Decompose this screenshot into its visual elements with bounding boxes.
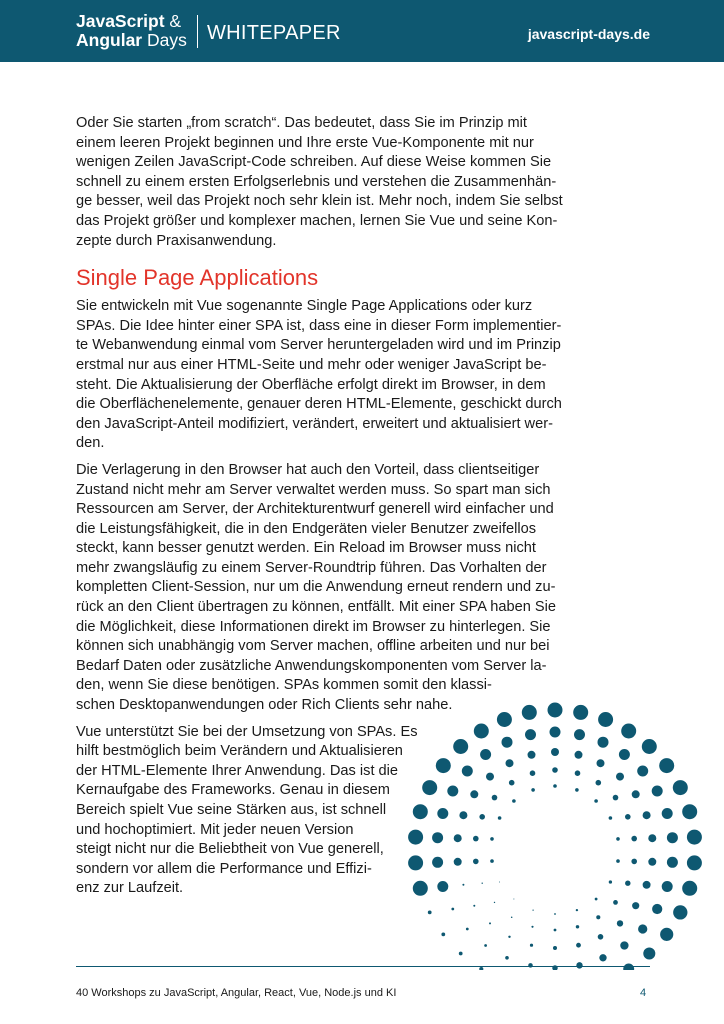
dot bbox=[643, 811, 651, 819]
dot bbox=[673, 905, 687, 919]
dot bbox=[613, 900, 618, 905]
text-line: ge besser, weil das Projekt noch sehr klein ist. Mehr noch, indem Sie selbst bbox=[76, 193, 563, 210]
dot bbox=[531, 926, 533, 928]
dot bbox=[492, 795, 498, 801]
dot bbox=[652, 904, 662, 914]
dot bbox=[506, 759, 514, 767]
text-line: te Webanwendung einmal vom Server heruntergeladen wird und im Prinzip bbox=[76, 337, 561, 354]
dot bbox=[462, 766, 473, 777]
dot bbox=[441, 933, 445, 937]
dot bbox=[575, 770, 581, 776]
dot bbox=[479, 967, 483, 970]
dot bbox=[447, 786, 458, 797]
dot bbox=[490, 859, 494, 863]
dot bbox=[643, 881, 651, 889]
dot bbox=[486, 773, 494, 781]
dot bbox=[408, 830, 423, 845]
dot bbox=[480, 749, 491, 760]
text-line: steckt, kann besser genutzt werden. Ein Reload im Browser muss nicht bbox=[76, 540, 536, 557]
dot bbox=[453, 739, 468, 754]
dot bbox=[466, 928, 469, 931]
spa-paragraph-2 bbox=[76, 461, 556, 716]
text-line: Oder Sie starten „from scratch“. Das bedeutet, dass Sie im Prinzip mit bbox=[76, 115, 527, 131]
dot bbox=[617, 920, 623, 926]
dot bbox=[598, 934, 604, 940]
dot bbox=[532, 909, 533, 910]
dot bbox=[575, 788, 579, 792]
dot bbox=[479, 814, 485, 820]
page-header bbox=[0, 0, 724, 62]
dot bbox=[613, 795, 619, 801]
text-line: die Oberflächenelemente, genauer deren HTML-Elemente, geschickt durch bbox=[76, 396, 562, 413]
text-line: einem leeren Projekt beginnen und Ihre erste Vue-Komponente mit nur bbox=[76, 134, 534, 151]
dot bbox=[451, 908, 454, 911]
dot bbox=[598, 737, 609, 748]
dot bbox=[530, 770, 536, 776]
dot bbox=[489, 922, 491, 924]
dotted-circle-icon bbox=[385, 700, 724, 970]
section-label: WHITEPAPER bbox=[207, 22, 341, 44]
dot bbox=[553, 784, 557, 788]
text-line: den. bbox=[76, 435, 105, 452]
logo-angular: Angular bbox=[76, 30, 143, 50]
dot bbox=[554, 913, 556, 915]
dot bbox=[553, 946, 557, 950]
dot bbox=[638, 924, 647, 933]
text-line: kompletten Client-Session, nur um die Anwendung erneut rendern und zu- bbox=[76, 579, 556, 596]
dot bbox=[473, 859, 479, 865]
dot bbox=[473, 905, 475, 907]
dot bbox=[682, 804, 697, 819]
dot bbox=[530, 944, 533, 947]
dot bbox=[511, 917, 513, 919]
dot bbox=[632, 790, 640, 798]
dot bbox=[673, 780, 688, 795]
text-line: den, wenn Sie diese benötigen. SPAs kommen somit den klassi- bbox=[76, 677, 492, 694]
dot bbox=[576, 943, 581, 948]
text-line: erstmal nur aus einer HTML-Seite und mehr oder weniger JavaScript be- bbox=[76, 356, 547, 373]
text-line: können sich unabhängig vom Server machen, offline arbeiten und nur bei bbox=[76, 638, 550, 655]
text-line: Bedarf Daten oder zusätzliche Anwendungskomponenten vom Server la- bbox=[76, 657, 547, 674]
text-line: steht. Die Aktualisierung der Oberfläche erfolgt direkt im Browser, in dem bbox=[76, 376, 546, 393]
text-line: zepte durch Praxisanwendung. bbox=[76, 232, 277, 249]
dot bbox=[413, 881, 428, 896]
text-line: und hochoptimiert. Mit jeder neuen Version bbox=[76, 821, 354, 838]
dot bbox=[662, 808, 673, 819]
dot bbox=[531, 788, 535, 792]
text-line: Ressourcen am Server, der Architekturentwurf generell wird einfacher und bbox=[76, 501, 554, 518]
dot bbox=[595, 898, 598, 901]
dot bbox=[575, 751, 583, 759]
dot bbox=[667, 832, 678, 843]
dot bbox=[687, 830, 702, 845]
dot bbox=[599, 954, 606, 961]
text-line: den JavaScript-Anteil modifiziert, verändert, erweitert und aktualisiert wer- bbox=[76, 415, 553, 432]
dot bbox=[497, 712, 512, 727]
text-line: enz zur Laufzeit. bbox=[76, 880, 184, 897]
dot bbox=[576, 925, 579, 928]
text-line: Bereich spielt Vue seine Stärken aus, ist schnell bbox=[76, 802, 387, 818]
section-heading: Single Page Applications bbox=[76, 265, 319, 291]
text-line: Kernaufgabe des Frameworks. Genau in diesem bbox=[76, 782, 390, 799]
dot bbox=[625, 814, 631, 820]
footer-divider bbox=[76, 966, 650, 967]
dot bbox=[432, 832, 443, 843]
dot bbox=[470, 790, 478, 798]
dot bbox=[550, 727, 561, 738]
dot bbox=[499, 882, 500, 883]
dot bbox=[642, 739, 657, 754]
dot bbox=[687, 855, 702, 870]
dot bbox=[490, 837, 494, 841]
dot bbox=[609, 880, 612, 883]
dot bbox=[413, 804, 428, 819]
text-line: die Leistungsfähigkeit, die in den Endgeräten vieler Benutzer zweifellos bbox=[76, 520, 536, 537]
dot bbox=[632, 902, 639, 909]
dot bbox=[454, 834, 462, 842]
dot bbox=[609, 816, 613, 820]
page-number: 4 bbox=[640, 987, 647, 999]
dot bbox=[473, 836, 479, 842]
text-line: hilft bestmöglich beim Verändern und Aktualisieren bbox=[76, 743, 403, 760]
dot bbox=[522, 705, 537, 720]
dot bbox=[625, 880, 630, 885]
dot bbox=[437, 808, 448, 819]
dot bbox=[648, 858, 656, 866]
dot bbox=[631, 836, 637, 842]
dot bbox=[648, 834, 656, 842]
intro-paragraph bbox=[76, 114, 563, 251]
brand-logo bbox=[76, 12, 187, 50]
dot bbox=[554, 929, 557, 932]
text-line: schnell zu einem ersten Erfolgserlebnis und verstehen die Zusammenhän- bbox=[76, 173, 557, 190]
dot bbox=[682, 881, 697, 896]
dot bbox=[484, 944, 487, 947]
text-line: rück an den Client übertragen zu können, entfällt. Mit einer SPA haben Sie bbox=[76, 599, 556, 616]
dot bbox=[502, 737, 513, 748]
dot bbox=[659, 758, 674, 773]
dot bbox=[422, 780, 437, 795]
dot bbox=[597, 759, 605, 767]
dot bbox=[459, 811, 467, 819]
text-line: Sie entwickeln mit Vue sogenannte Single Page Applications oder kurz bbox=[76, 298, 533, 315]
dot bbox=[631, 859, 637, 865]
dot bbox=[594, 799, 598, 803]
dot bbox=[437, 881, 448, 892]
dot bbox=[619, 749, 630, 760]
dot bbox=[454, 858, 462, 866]
dot bbox=[637, 766, 648, 777]
logo-days: Days bbox=[142, 30, 187, 50]
dot bbox=[616, 773, 624, 781]
dot bbox=[574, 729, 585, 740]
text-line: schen Desktopanwendungen oder Rich Clients sehr nahe. bbox=[76, 697, 453, 714]
text-line: steigt nicht nur die Beliebtheit von Vue generell, bbox=[76, 841, 384, 858]
dot bbox=[505, 956, 509, 960]
dot bbox=[494, 902, 495, 903]
footer-text: 40 Workshops zu JavaScript, Angular, React, Vue, Node.js und KI bbox=[76, 987, 397, 999]
logo-javascript: JavaScript bbox=[76, 11, 165, 31]
text-line: das Projekt größer und komplexer machen, lernen Sie Vue und seine Kon- bbox=[76, 212, 558, 229]
spa-paragraph-1 bbox=[76, 297, 562, 454]
dot bbox=[408, 855, 423, 870]
dot bbox=[528, 751, 536, 759]
dot bbox=[662, 881, 673, 892]
dot bbox=[576, 909, 578, 911]
header-divider bbox=[197, 15, 198, 48]
logo-ampersand: & bbox=[164, 11, 182, 31]
text-line: die Möglichkeit, diese Informationen direkt im Browser zu hinterlegen. Sie bbox=[76, 618, 551, 635]
dot bbox=[616, 837, 620, 841]
text-line: SPAs. Die Idee hinter einer SPA ist, dass eine in dieser Form implementier- bbox=[76, 317, 562, 334]
dot bbox=[508, 936, 510, 938]
text-line: der HTML-Elemente Ihrer Anwendung. Das ist die bbox=[76, 762, 399, 779]
dot bbox=[652, 786, 663, 797]
dot bbox=[596, 915, 600, 919]
dot bbox=[667, 857, 678, 868]
dot bbox=[428, 911, 432, 915]
dot bbox=[498, 816, 502, 820]
text-line: Zustand nicht mehr am Server verwaltet werden muss. So spart man sich bbox=[76, 481, 551, 498]
dot bbox=[509, 780, 515, 786]
dot bbox=[616, 859, 620, 863]
dot bbox=[598, 712, 613, 727]
dot bbox=[432, 857, 443, 868]
dot bbox=[573, 705, 588, 720]
dot bbox=[551, 748, 559, 756]
dot bbox=[548, 703, 563, 718]
dot bbox=[513, 899, 514, 900]
dot bbox=[512, 799, 516, 803]
text-line: mehr zwangsläufig zu einem Server-Roundtrip führen. Das Vorhalten der bbox=[76, 559, 547, 576]
text-line: wenigen Zeilen JavaScript-Code schreiben. Auf diese Weise kommen Sie bbox=[76, 154, 552, 171]
text-line: Vue unterstützt Sie bei der Umsetzung von SPAs. Es bbox=[76, 723, 418, 740]
text-line: sondern vor allem die Performance und Effizi- bbox=[76, 860, 372, 877]
dot bbox=[474, 724, 489, 739]
dot bbox=[552, 767, 558, 773]
dot bbox=[643, 947, 655, 959]
dot bbox=[660, 928, 673, 941]
dot bbox=[482, 883, 483, 884]
dot bbox=[621, 724, 636, 739]
dot bbox=[620, 941, 628, 949]
dot bbox=[459, 952, 463, 956]
dot bbox=[436, 758, 451, 773]
dot bbox=[596, 780, 602, 786]
dot bbox=[525, 729, 536, 740]
dot bbox=[462, 884, 464, 886]
text-line: Die Verlagerung in den Browser hat auch den Vorteil, dass clientseitiger bbox=[76, 461, 540, 478]
site-link[interactable]: javascript-days.de bbox=[527, 26, 650, 42]
